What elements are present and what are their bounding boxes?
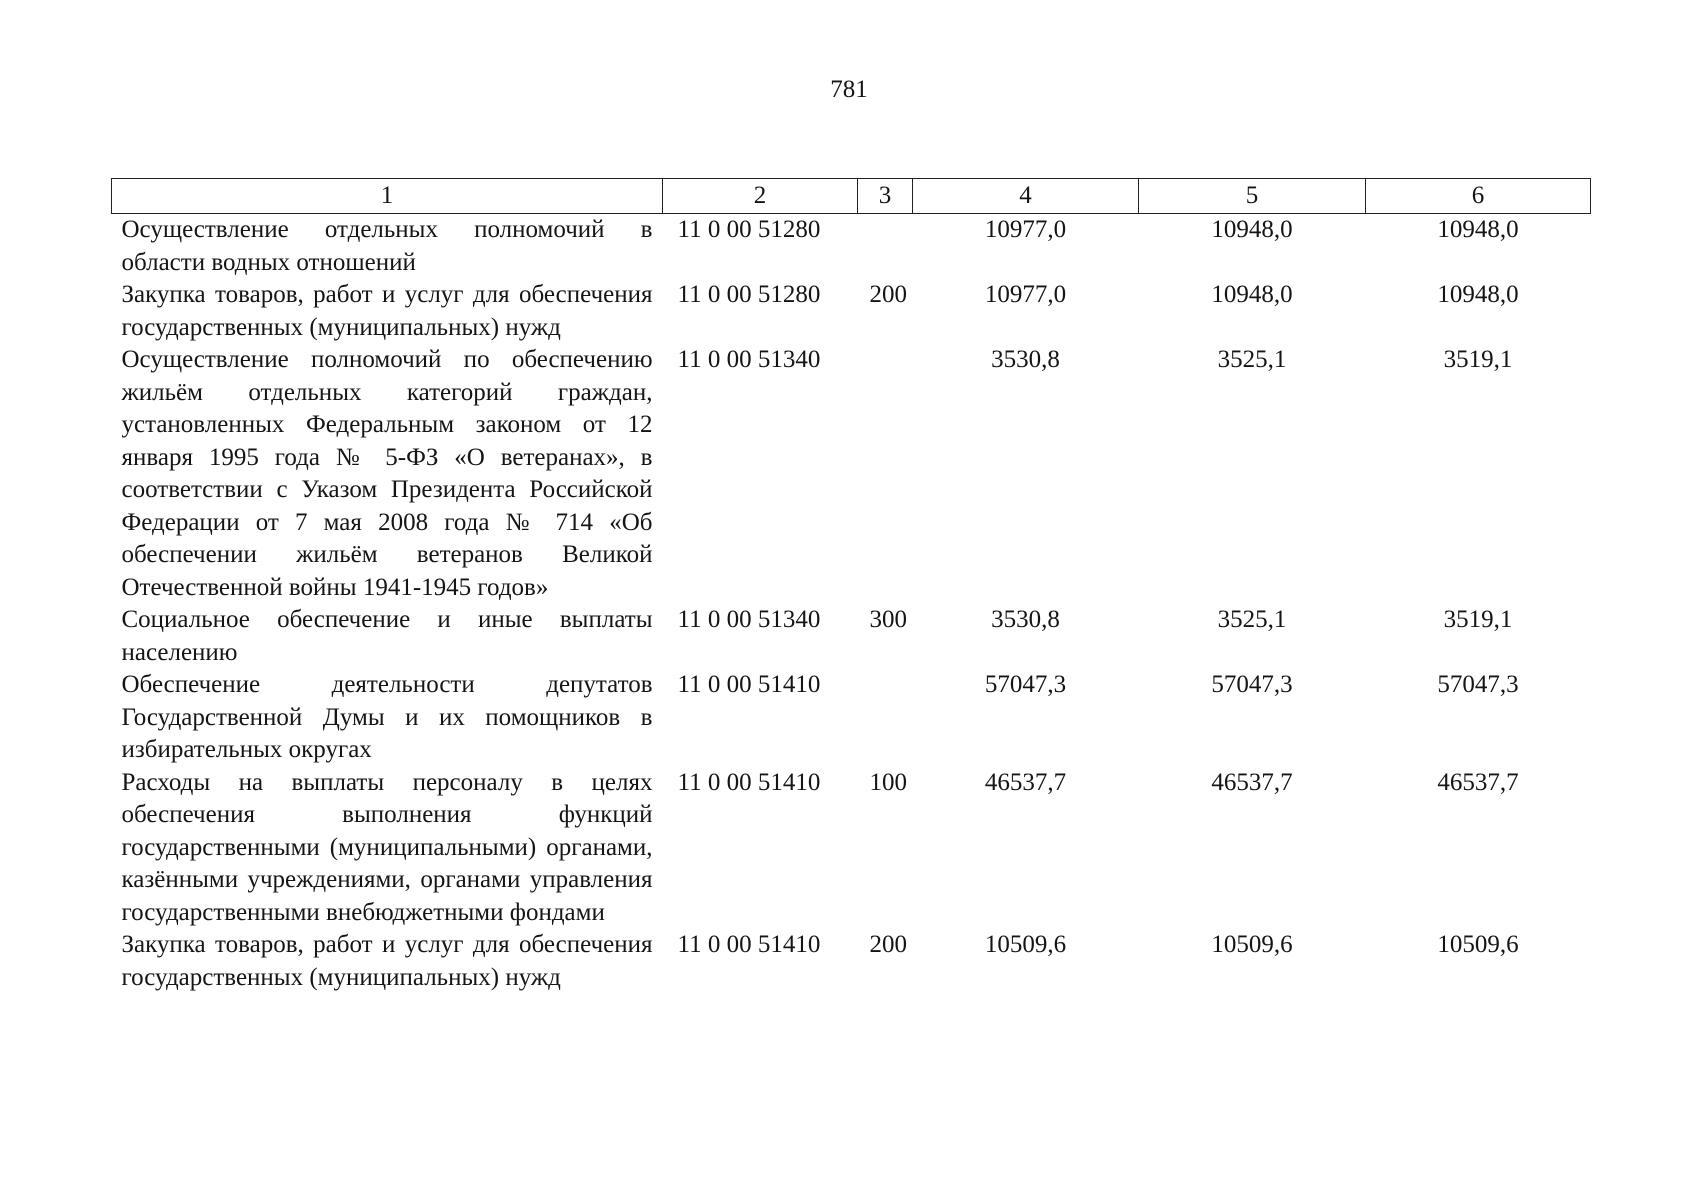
- row-type: 100: [869, 768, 907, 796]
- row-value-col-4: 10977,0: [984, 216, 1067, 243]
- row-type: 200: [869, 281, 907, 308]
- row-value-col-5: 57047,3: [1211, 671, 1293, 698]
- page-number: 781: [830, 76, 868, 103]
- row-value-col-6: 10948,0: [1437, 281, 1519, 308]
- table-body: [112, 214, 1591, 995]
- row-name: Закупка товаров, работ и услуг для обеспечения государственных (муниципальных) нужд: [121, 281, 653, 341]
- row-value-col-6: 3519,1: [1443, 346, 1513, 373]
- table-row: [112, 669, 1591, 767]
- row-code: 11 0 00 51410: [677, 931, 821, 958]
- row-type: [858, 214, 913, 280]
- row-code: 11 0 00 51280: [677, 281, 821, 308]
- row-value-col-4: 10977,0: [984, 281, 1067, 308]
- row-name: Осуществление полномочий по обеспечению жильём отдельных категорий граждан, установленных Федеральным законом от 12 января 1995 года № 5-ФЗ «О ветеранах», в соответствии с Указом Президента Российской Федерации от 7 мая 2008 года № 714 «Об обеспечении жильём ветеранов Великой Отечественной войны 1941-1945 годов»: [121, 346, 653, 601]
- row-value-col-6: 10948,0: [1437, 216, 1519, 243]
- row-value-col-6: 46537,7: [1437, 768, 1519, 796]
- table-row: [112, 929, 1591, 994]
- row-value-col-5: 46537,7: [1211, 768, 1293, 796]
- header-col-1: 1: [112, 179, 663, 214]
- row-name: Расходы на выплаты персоналу в целях обеспечения выполнения функций государственными (муниципальными) органами, казёнными учреждениями, органами управления государственными внебюджетными фондами: [121, 768, 653, 926]
- header-row: [112, 179, 1591, 214]
- table-row: [112, 604, 1591, 669]
- table-row: [112, 344, 1591, 604]
- row-value-col-6: 10509,6: [1437, 931, 1519, 958]
- row-value-col-4: 57047,3: [984, 671, 1067, 698]
- header-col-3: 3: [858, 179, 913, 214]
- row-value-col-5: 10948,0: [1211, 281, 1293, 308]
- row-value-col-4: 3530,8: [991, 606, 1060, 633]
- row-value-col-4: 46537,7: [984, 768, 1067, 796]
- row-value-col-4: 10509,6: [984, 931, 1067, 958]
- row-type: [858, 344, 913, 604]
- row-code: 11 0 00 51410: [677, 671, 821, 698]
- row-value-col-5: 10948,0: [1211, 216, 1293, 243]
- row-type: 300: [869, 606, 907, 633]
- row-value-col-5: 10509,6: [1211, 931, 1293, 958]
- row-name: Закупка товаров, работ и услуг для обеспечения государственных (муниципальных) нужд: [121, 931, 653, 991]
- header-col-6: 6: [1366, 179, 1591, 214]
- row-code: 11 0 00 51410: [677, 768, 821, 796]
- row-value-col-5: 3525,1: [1217, 346, 1287, 373]
- table-row: [112, 214, 1591, 280]
- row-name: Осуществление отдельных полномочий в области водных отношений: [121, 216, 653, 276]
- row-name: Обеспечение деятельности депутатов Государственной Думы и их помощников в избирательных округах: [121, 671, 653, 763]
- row-value-col-5: 3525,1: [1217, 606, 1287, 633]
- row-code: 11 0 00 51340: [677, 346, 821, 373]
- header-col-2: 2: [663, 179, 858, 214]
- row-value-col-6: 57047,3: [1437, 671, 1519, 698]
- header-col-5: 5: [1139, 179, 1366, 214]
- budget-table: [111, 178, 1591, 994]
- table-row: [112, 767, 1591, 930]
- row-value-col-4: 3530,8: [991, 346, 1060, 373]
- row-value-col-6: 3519,1: [1443, 606, 1513, 633]
- row-type: [858, 669, 913, 767]
- row-code: 11 0 00 51340: [677, 606, 821, 633]
- header-col-4: 4: [913, 179, 1139, 214]
- row-type: 200: [869, 931, 907, 958]
- row-code: 11 0 00 51280: [677, 216, 821, 243]
- table-row: [112, 279, 1591, 344]
- row-name: Социальное обеспечение и иные выплаты населению: [121, 606, 653, 666]
- table-header: [112, 179, 1591, 214]
